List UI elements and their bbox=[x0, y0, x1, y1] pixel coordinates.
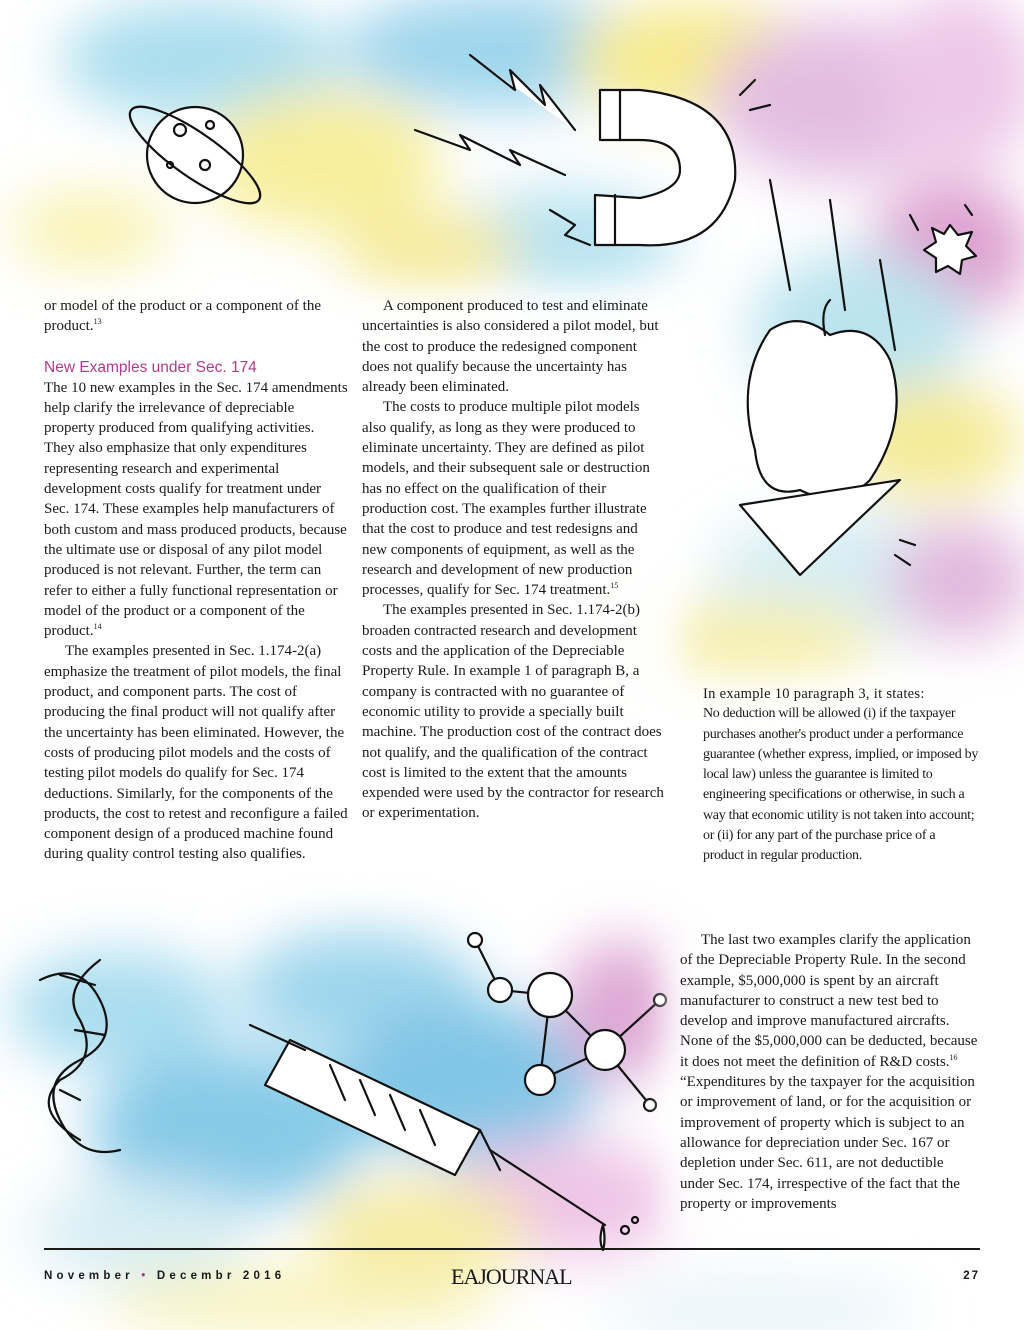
section-heading: New Examples under Sec. 174 bbox=[44, 358, 257, 376]
quote-lead: In example 10 paragraph 3, it states: bbox=[703, 686, 925, 702]
page-number: 27 bbox=[963, 1270, 980, 1282]
paragraph: or model of the product or a component of the product.$^{13}$ bbox=[44, 298, 322, 335]
quote-text: No deduction will be allowed (i) if the taxpayer purchases another's product under a performance guarantee (whether express, implied, or imposed by local law) unless the guarantee is limited to engineering specifications or otherwise, in such a way that economic utility is not taken into account; or (ii) for any part of the purchase price of a product in regular production. bbox=[703, 706, 979, 864]
footnote-ref[interactable]: 14 bbox=[93, 622, 102, 632]
footer-rule bbox=[44, 1248, 980, 1250]
footnote-ref[interactable]: 16 bbox=[949, 1052, 958, 1062]
footnote-ref[interactable]: 15 bbox=[610, 581, 619, 591]
column-3 bbox=[680, 930, 980, 1214]
paragraph: The examples presented in Sec. 1.174-2(b) broaden contracted research and development costs and the application of the Depreciable Property Rule. In example 1 of paragraph B, a company is contracted with no guarantee of economic utility to provide a specially built machine. The production cost of the contract does not qualify, and the qualification of the contract cost is limited to the extent that the amounts expended were used by the contractor for research or experimentation. bbox=[362, 602, 664, 822]
column-2 bbox=[362, 296, 666, 824]
issue-date: November • Decembr 2016 bbox=[44, 1270, 286, 1282]
paragraph: The examples presented in Sec. 1.174-2(a) emphasize the treatment of pilot models, the final product, and component parts. The cost of producing the final product will not qualify after the uncertainty has been eliminated. However, the costs of producing pilot models and the costs of testing pilot models do qualify for Sec. 174 deductions. Similarly, for the components of the products, the cost to retest and reconfigure a failed component design of a produced machine found during quality control testing also qualifies. bbox=[44, 643, 348, 863]
paragraph: A component produced to test and eliminate uncertainties is also considered a pilot model, but the cost to produce the redesigned component does not qualify because the uncertainty has already been eliminated. bbox=[362, 298, 659, 396]
column-3-quote-block bbox=[703, 684, 979, 867]
column-1 bbox=[44, 296, 348, 865]
paragraph: The costs to produce multiple pilot models also qualify, as long as they were produced to eliminate uncertainty. They are defined as pilot models, and their subsequent sale or destruction has no effect on the qualification of their production cost. The examples further illustrate that the cost to produce and test redesigns and new components of equipment, as well as the research and development of new production processes, qualify for Sec. 174 treatment.$^{15}$ bbox=[362, 399, 650, 599]
paragraph: The 10 new examples in the Sec. 174 amendments help clarify the irrelevance of depreciable property produced from qualifying activities. They also emphasize that only expenditures representing research and experimental development costs qualify for treatment under Sec. 174. These examples help manufacturers of both custom and mass produced products, because the ultimate use or disposal of any pilot model produced is not relevant. Further, the term can refer to either a fully functional representation or model of the product or a component of the product.$^{14}$ bbox=[44, 379, 348, 640]
paragraph: The last two examples clarify the application of the Depreciable Property Rule. In the second example, $5,000,000 is spent by an aircraft manufacturer to construct a new test bed to develop and improve manufactured aircrafts. None of the $5,000,000 can be deducted, because it does not meet the definition of R&D costs.$^{16}$ “Expenditures by the taxpayer for the acquisition or improvement of land, or for the acquisition or improvement of property which is subject to an allowance for depreciation under Sec. 167 or depletion under Sec. 611, are not deductible under Sec. 174, irrespective of the fact that the property or improvements bbox=[680, 932, 978, 1212]
footnote-ref[interactable]: 13 bbox=[93, 317, 102, 327]
journal-logo: EAJOURNAL bbox=[451, 1264, 572, 1289]
bullet-icon: • bbox=[141, 1270, 150, 1282]
